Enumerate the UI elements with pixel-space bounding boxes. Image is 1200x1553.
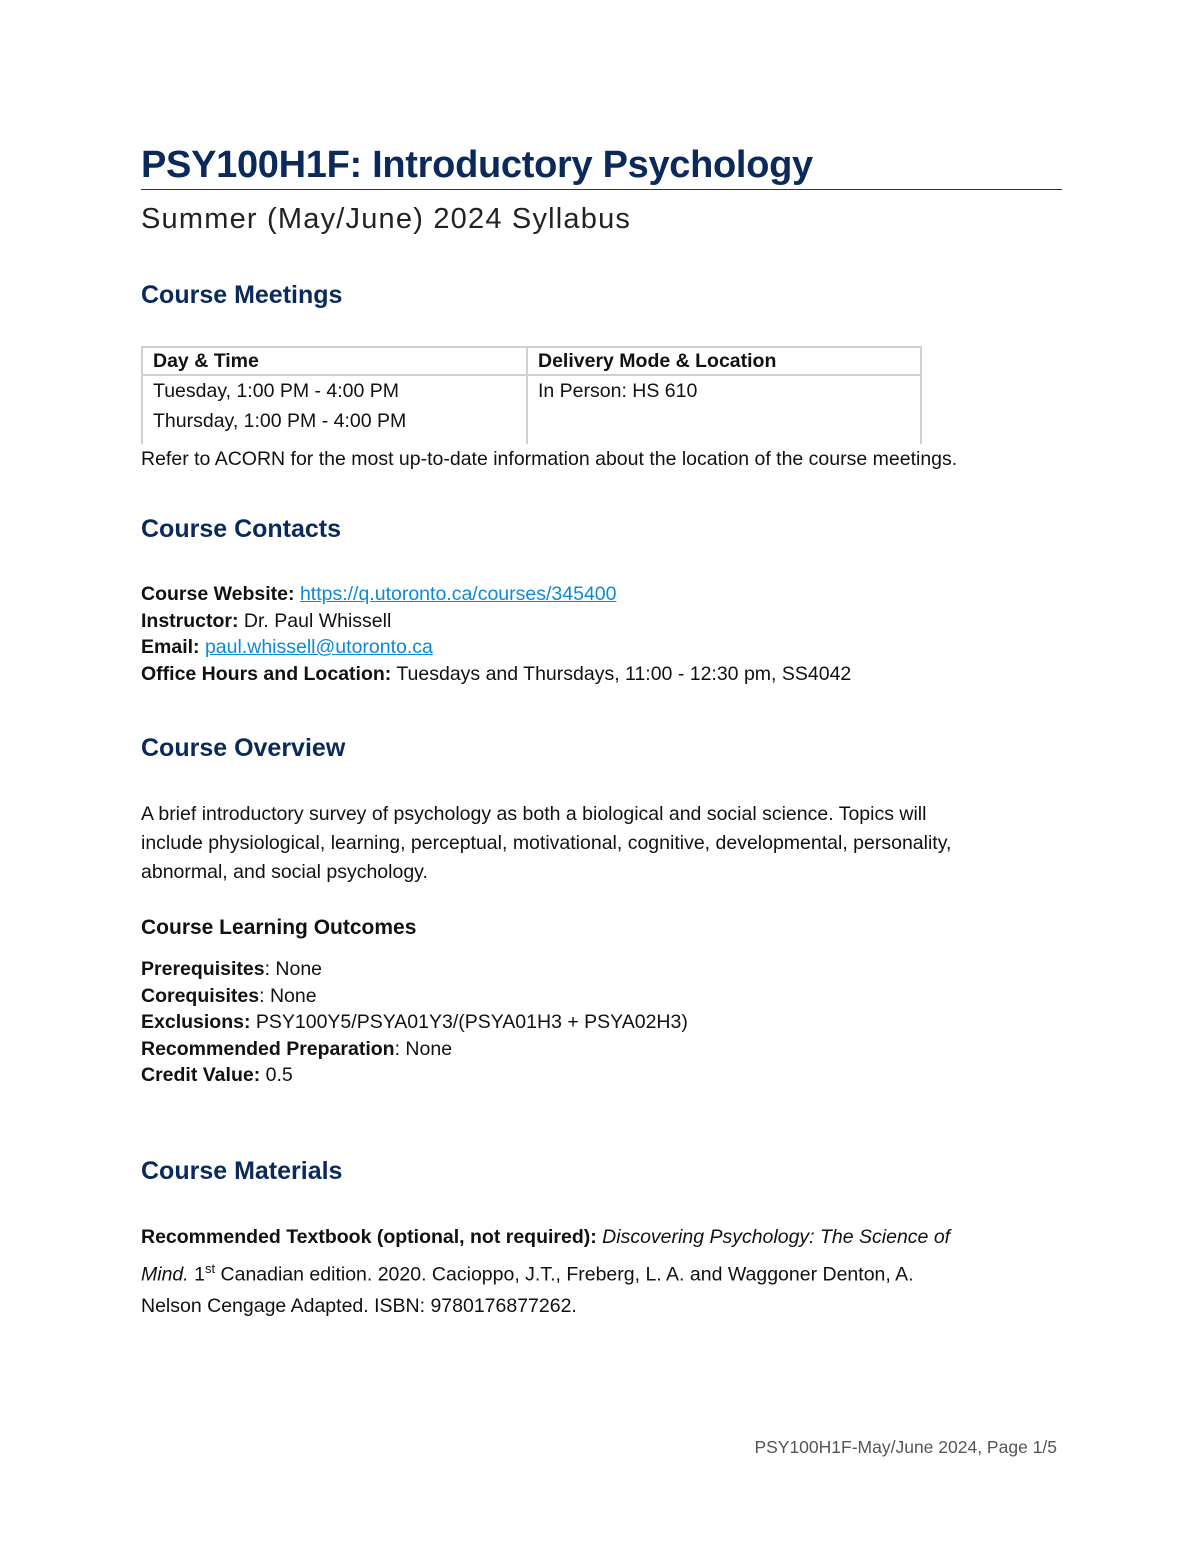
outcome-value: PSY100Y5/PSYA01Y3/(PSYA01H3 + PSYA02H3): [255, 1011, 688, 1033]
outcome-value: None: [405, 1037, 453, 1060]
outcome-value: None: [269, 984, 317, 1007]
outcome-separator: :: [394, 1037, 406, 1060]
email-link[interactable]: paul.whissell@utoronto.ca: [204, 636, 433, 658]
table-header-delivery: Delivery Mode & Location: [527, 347, 921, 375]
office-hours-value: Tuesdays and Thursdays, 11:00 - 12:30 pm, SS4042: [396, 662, 852, 685]
textbook-title-end: Mind.: [141, 1263, 189, 1286]
page-title: PSY100H1F: Introductory Psychology: [141, 144, 813, 186]
meeting-times-cell: [142, 375, 527, 444]
outcome-label: Credit Value:: [141, 1064, 261, 1086]
outcome-value: 0.5: [265, 1064, 293, 1086]
meeting-time: Thursday, 1:00 PM - 4:00 PM: [153, 410, 407, 432]
contact-office-hours: [141, 661, 851, 688]
materials-line: [141, 1253, 1061, 1291]
outcome-label: Recommended Preparation: [141, 1037, 395, 1060]
outcome-label: Prerequisites: [141, 958, 265, 980]
edition-superscript: st: [204, 1261, 216, 1276]
section-heading-meetings: Course Meetings: [141, 281, 343, 309]
materials-line: [141, 1222, 1061, 1253]
meeting-location: In Person: HS 610: [538, 380, 698, 402]
overview-line: abnormal, and social psychology.: [141, 861, 428, 883]
overview-paragraph: [141, 800, 951, 887]
website-label: Course Website:: [141, 583, 295, 605]
page-subtitle: Summer (May/June) 2024 Syllabus: [141, 203, 632, 235]
overview-line: A brief introductory survey of psychology as both a biological and social science. Topics will: [141, 803, 927, 825]
outcome-recommended-preparation: [141, 1036, 688, 1063]
outcome-separator: :: [259, 984, 270, 1007]
contact-instructor: [141, 608, 851, 635]
contact-email: [141, 634, 851, 661]
materials-paragraph: [141, 1222, 1061, 1322]
outcome-label: Corequisites: [141, 984, 260, 1007]
outcome-corequisites: [141, 983, 688, 1010]
outcomes-list: [141, 956, 688, 1089]
outcome-prerequisites: [141, 956, 688, 983]
contacts-block: [141, 581, 851, 687]
meeting-time: Tuesday, 1:00 PM - 4:00 PM: [153, 380, 400, 402]
office-hours-label: Office Hours and Location:: [141, 662, 392, 685]
section-heading-overview: Course Overview: [141, 734, 346, 762]
table-header-day-time: Day & Time: [142, 347, 527, 375]
section-heading-contacts: Course Contacts: [141, 515, 342, 543]
outcome-label: Exclusions:: [141, 1011, 251, 1033]
overview-line: include physiological, learning, perceptual, motivational, cognitive, developmental, personality,: [141, 832, 952, 854]
meetings-note: Refer to ACORN for the most up-to-date information about the location of the course meetings.: [141, 448, 958, 470]
textbook-label: Recommended Textbook (optional, not required):: [141, 1226, 597, 1248]
outcome-value: None: [275, 958, 323, 980]
outcome-exclusions: [141, 1009, 688, 1036]
page-footer: PSY100H1F-May/June 2024, Page 1/5: [754, 1437, 1057, 1457]
section-heading-materials: Course Materials: [141, 1157, 343, 1185]
textbook-details: Canadian edition. 2020. Cacioppo, J.T., Freberg, L. A. and Waggoner Denton, A.: [220, 1263, 914, 1286]
edition-number: 1: [194, 1263, 205, 1286]
email-label: Email:: [141, 636, 200, 658]
meeting-location-cell: [527, 375, 921, 444]
course-website-link[interactable]: https://q.utoronto.ca/courses/345400: [299, 583, 617, 605]
table-header-row: [142, 347, 921, 375]
textbook-title: Discovering Psychology: The Science of: [602, 1226, 951, 1248]
contact-website: [141, 581, 851, 608]
outcome-separator: :: [264, 958, 276, 980]
subsection-heading-outcomes: Course Learning Outcomes: [141, 916, 417, 939]
title-divider: [141, 189, 1062, 190]
table-row: [142, 375, 921, 444]
meetings-table: [141, 346, 922, 444]
instructor-name: Dr. Paul Whissell: [243, 609, 392, 632]
outcome-credit-value: [141, 1062, 688, 1089]
instructor-label: Instructor:: [141, 609, 239, 632]
materials-line: Nelson Cengage Adapted. ISBN: 9780176877262.: [141, 1294, 577, 1317]
